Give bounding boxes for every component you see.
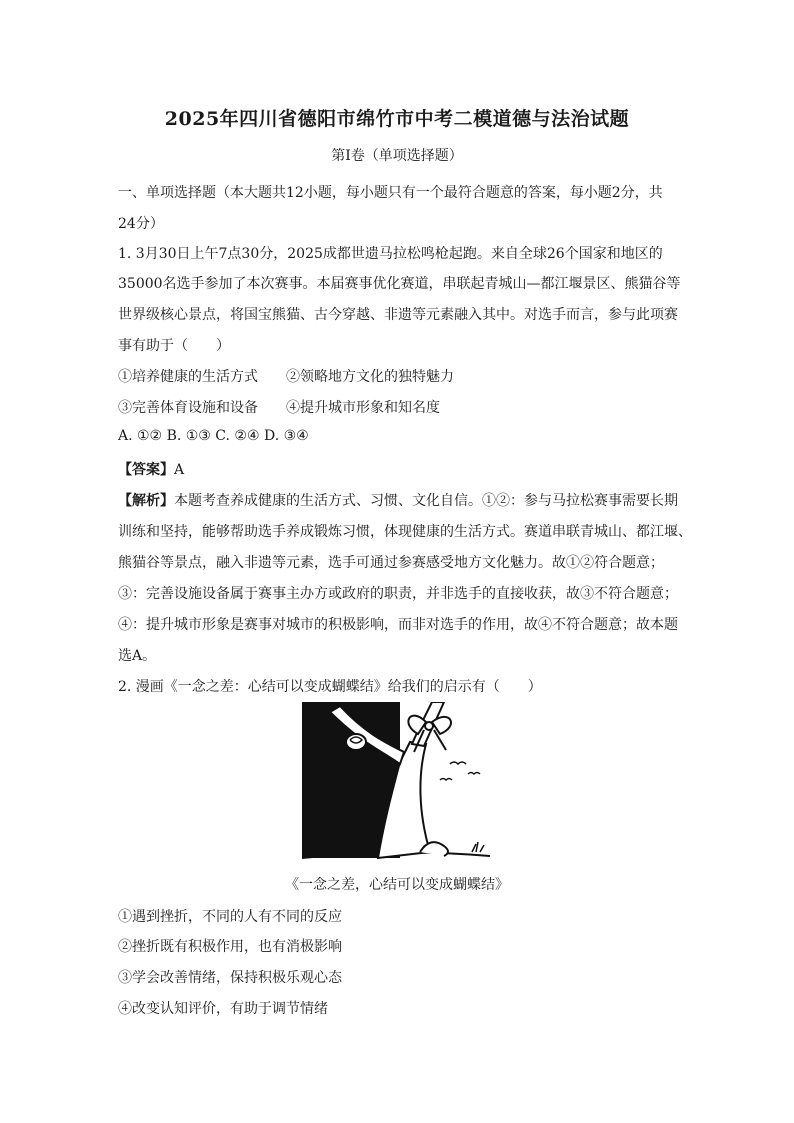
- q1-analysis-line-5: ④：提升城市形象是赛事对城市的积极影响，而非对选手的作用，故④不符合题意；故本题: [118, 617, 678, 633]
- cartoon-illustration: [300, 702, 496, 864]
- q1-choices: A. ①② B. ①③ C. ②④ D. ③④: [118, 428, 309, 444]
- q2-option-4: ④改变认知评价，有助于调节情绪: [118, 1001, 328, 1017]
- q1-stem-line-4: 事有助于（ ）: [118, 338, 230, 354]
- analysis-text: 本题考查养成健康的生活方式、习惯、文化自信。①②：参与马拉松赛事需要长期: [174, 493, 678, 509]
- q2-option-2: ②挫折既有积极作用，也有消极影响: [118, 939, 342, 955]
- q1-analysis-line-2: 训练和坚持，能够帮助选手养成锻炼习惯，体现健康的生活方式。赛道串联青城山、都江堰、: [118, 524, 692, 540]
- section-heading-line-1: 一、单项选择题（本大题共12小题，每小题只有一个最符合题意的答案，每小题2分，共: [118, 185, 663, 201]
- q1-stem-line-3: 世界级核心景点，将国宝熊猫、古今穿越、非遗等元素融入其中。对选手而言，参与此项赛: [118, 307, 678, 323]
- cartoon-bird: [440, 779, 452, 781]
- q1-analysis-line-3: 熊猫谷等景点，融入非遗等元素，选手可通过参赛感受地方文化魅力。故①②符合题意；: [118, 555, 664, 571]
- q1-options-3-4: ③完善体育设施和设备 ④提升城市形象和知名度: [118, 400, 440, 416]
- answer-value: A: [174, 462, 185, 478]
- q1-options-1-2: ①培养健康的生活方式 ②领略地方文化的独特魅力: [118, 369, 454, 385]
- q2-option-1: ①遇到挫折，不同的人有不同的反应: [118, 909, 342, 925]
- q1-analysis-line-6: 选A。: [118, 648, 157, 664]
- q1-analysis-line-1: [118, 490, 678, 510]
- cartoon-caption: 《一念之差，心结可以变成蝴蝶结》: [285, 877, 509, 893]
- section-heading-line-2: 24分）: [118, 216, 164, 232]
- q1-analysis-line-4: ③：完善设施设备属于赛事主办方或政府的职责，并非选手的直接收获，故③不符合题意；: [118, 586, 678, 602]
- q1-answer: [118, 459, 184, 479]
- section-subtitle: 第Ⅰ卷（单项选择题）: [331, 148, 463, 164]
- analysis-label: 【解析】: [118, 493, 174, 509]
- cartoon-bird: [450, 762, 466, 764]
- page-title: 2025年四川省德阳市绵竹市中考二模道德与法治试题: [164, 108, 630, 130]
- q1-stem-line-1: 1. 3月30日上午7点30分，2025成都世遗马拉松鸣枪起跑。来自全球26个国家和地区的: [118, 246, 663, 262]
- q1-stem-line-2: 35000名选手参加了本次赛事。本届赛事优化赛道，串联起青城山—都江堰景区、熊猫谷等: [118, 276, 681, 292]
- q2-option-3: ③学会改善情绪，保持积极乐观心态: [118, 970, 342, 986]
- q2-stem: 2. 漫画《一念之差：心结可以变成蝴蝶结》给我们的启示有（ ）: [118, 679, 542, 695]
- cartoon-bird: [468, 773, 480, 775]
- answer-label: 【答案】: [118, 462, 174, 478]
